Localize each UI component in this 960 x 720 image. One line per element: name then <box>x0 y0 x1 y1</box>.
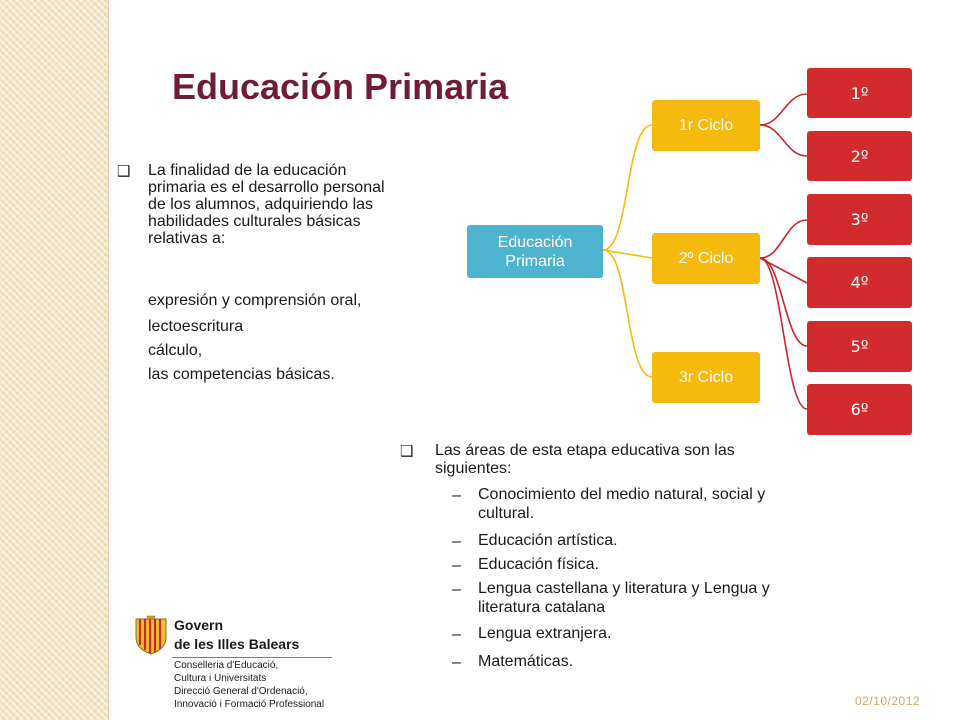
slide-title: Educación Primaria <box>172 66 509 107</box>
logo-subtitle-line: Direcció General d'Ordenació, <box>174 686 308 697</box>
intro-line: relativas a: <box>148 230 226 247</box>
bullet-square-icon: ❑ <box>117 162 131 180</box>
area-item-line: Matemáticas. <box>478 653 574 670</box>
connector-cycle1-grade1 <box>760 94 807 125</box>
dash-marker: – <box>452 487 461 504</box>
logo-name-line: Govern <box>174 617 224 633</box>
dash-marker: – <box>452 533 461 550</box>
area-item-line: Educación física. <box>478 556 599 573</box>
connector-root-cycle1 <box>603 125 652 250</box>
intro-line: de los alumnos, adquiriendo las <box>148 196 374 213</box>
intro-line: habilidades culturales básicas <box>148 213 361 230</box>
connector-cycle2-grade6 <box>760 258 807 409</box>
logo-subtitle-line: Conselleria d'Educació, <box>174 660 279 671</box>
dash-marker: – <box>452 581 461 598</box>
area-item-line: Conocimiento del medio natural, social y <box>478 486 766 503</box>
intro-item: expresión y comprensión oral, <box>148 292 362 309</box>
diagram-grade-node: 6º <box>807 384 912 435</box>
logo-subtitle-line: Cultura i Universitats <box>174 673 267 684</box>
diagram-grade-node: 5º <box>807 321 912 372</box>
diagram-grade-node: 3º <box>807 194 912 245</box>
intro-line: La finalidad de la educación <box>148 162 347 179</box>
diagram-cycle-node: 1r Ciclo <box>652 100 760 151</box>
intro-item: las competencias básicas. <box>148 366 335 383</box>
areas-heading-line: siguientes: <box>435 460 512 477</box>
area-item-line: Lengua castellana y literatura y Lengua y <box>478 580 770 597</box>
logo-divider <box>172 657 332 658</box>
diagram-root-node <box>467 225 603 278</box>
intro-item: cálculo, <box>148 342 203 359</box>
diagram-grade-node: 4º <box>807 257 912 308</box>
dash-marker: – <box>452 654 461 671</box>
area-item-line: cultural. <box>478 505 535 522</box>
balearic-coat-of-arms-icon <box>134 615 168 655</box>
area-item-line: literatura catalana <box>478 599 606 616</box>
diagram-cycle-node: 2º Ciclo <box>652 233 760 284</box>
diagram-grade-node: 1º <box>807 68 912 118</box>
areas-heading-line: Las áreas de esta etapa educativa son las <box>435 442 735 459</box>
area-item-line: Educación artística. <box>478 532 618 549</box>
root-line: Primaria <box>505 252 565 270</box>
intro-item: lectoescritura <box>148 318 244 335</box>
intro-line: primaria es el desarrollo personal <box>148 179 385 196</box>
connector-cycle2-grade3 <box>760 220 807 258</box>
dash-marker: – <box>452 557 461 574</box>
logo-name-line: de les Illes Balears <box>174 636 300 652</box>
root-line: Educación <box>497 233 573 251</box>
diagram-cycle-node: 3r Ciclo <box>652 352 760 403</box>
bullet-square-icon: ❑ <box>400 442 414 460</box>
dash-marker: – <box>452 626 461 643</box>
connector-root-cycle3 <box>603 250 652 377</box>
area-item-line: Lengua extranjera. <box>478 625 612 642</box>
logo-subtitle-line: Innovació i Formació Professional <box>174 699 325 710</box>
connector-cycle1-grade2 <box>760 125 807 156</box>
diagram-grade-node: 2º <box>807 131 912 181</box>
slide-date: 02/10/2012 <box>855 694 921 708</box>
